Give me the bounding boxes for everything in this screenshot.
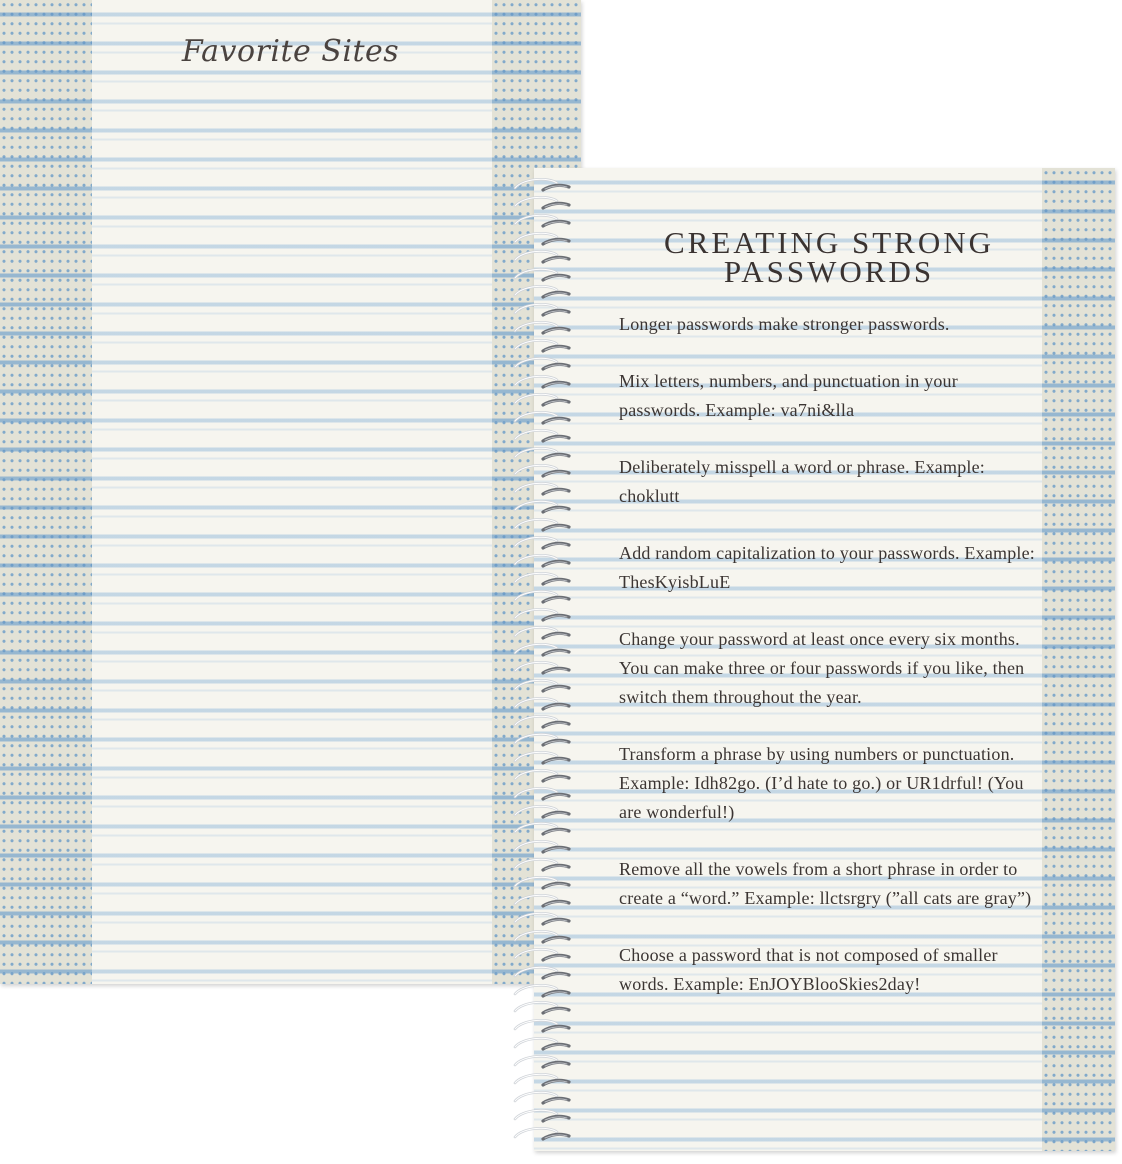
right-patterned-border xyxy=(1042,168,1115,1151)
tip-paragraph: Mix letters, numbers, and punctuation in your passwords. Example: va7ni&lla xyxy=(619,371,958,420)
page-heading: CREATING STRONG PASSWORDS xyxy=(663,225,995,289)
left-patterned-border xyxy=(0,0,92,984)
tip-paragraph: Deliberately misspell a word or phrase. Example: choklutt xyxy=(619,457,985,506)
tip-paragraph: Choose a password that is not composed of smaller words. Example: EnJOYBlooSkies2day! xyxy=(619,945,998,994)
tip-paragraph: Add random capitalization to your passwords. Example: ThesKyisbLuE xyxy=(619,543,1036,592)
favorite-sites-title: Favorite Sites xyxy=(181,34,400,69)
tip-paragraph: Remove all the vowels from a short phrase in order to create a “word.” Example: llctsrgry (”all cats are gray”) xyxy=(619,859,1032,908)
back-notebook-page xyxy=(0,0,581,984)
front-notebook-page xyxy=(534,168,1115,1151)
passwords-content xyxy=(619,225,1039,1027)
spiral-coil xyxy=(509,1125,583,1145)
tip-paragraph: Change your password at least once every six months. You can make three or four passwords if you like, then switch them throughout the year. xyxy=(619,629,1025,707)
tip-paragraph: Longer passwords make stronger passwords. xyxy=(619,314,950,334)
tip-paragraph: Transform a phrase by using numbers or punctuation. Example: Idh82go. (I’d hate to go.) or UR1drful! (You are wonderful!) xyxy=(619,744,1024,822)
spiral-binding xyxy=(509,172,583,1150)
